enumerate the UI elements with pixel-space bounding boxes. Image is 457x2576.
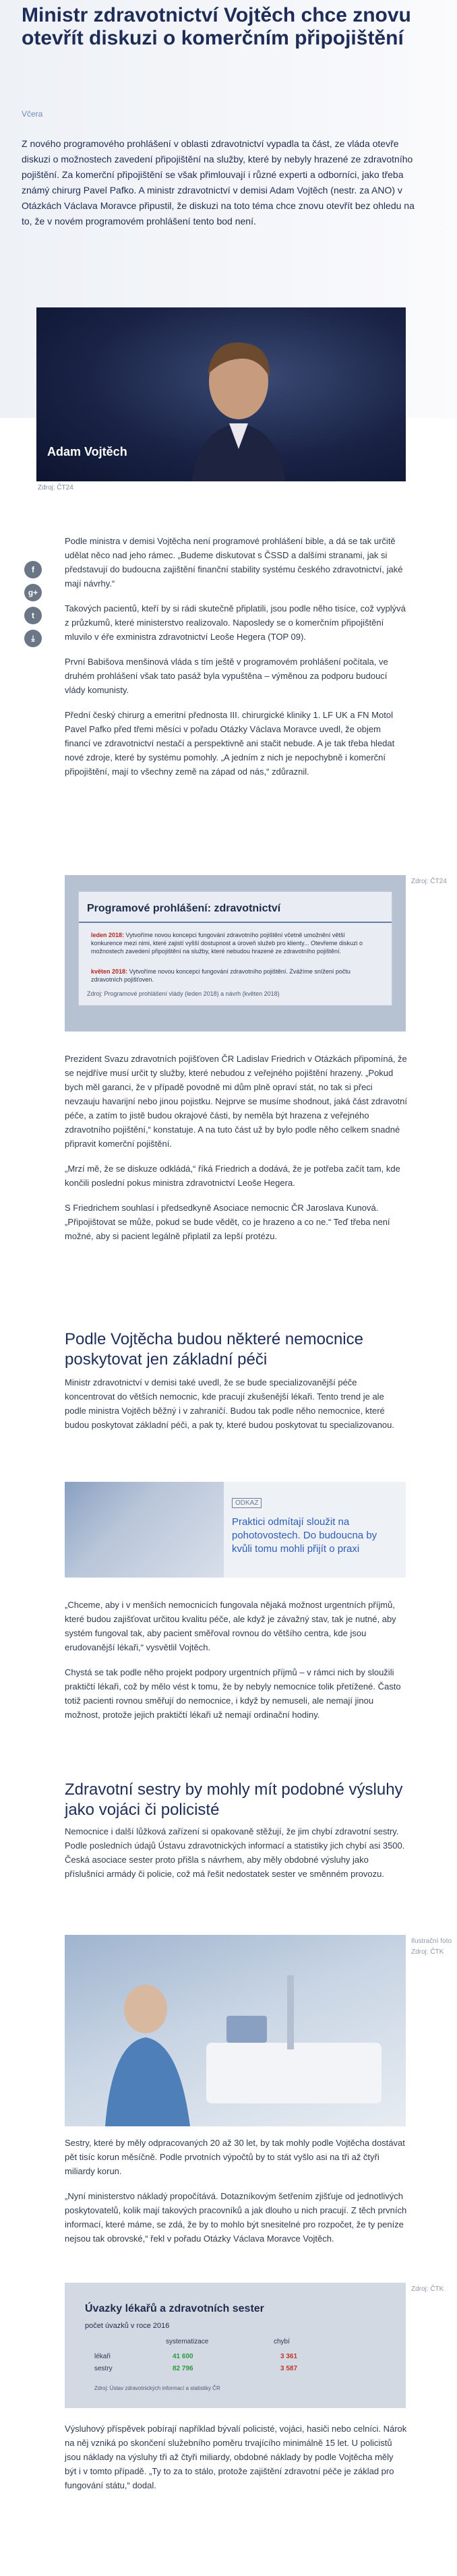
facebook-icon[interactable]: f	[24, 561, 42, 578]
section-1-body	[65, 1598, 407, 1733]
table-subtitle: počet úvazků v roce 2016	[85, 2322, 170, 2330]
table-cell-systemized: 82 796	[173, 2365, 193, 2372]
hero-image[interactable]	[36, 307, 406, 481]
paragraph: „Chceme, aby i v menších nemocnicích fungovala nějaká možnost urgentních příjmů, které budou zajišťovat určitou kvalitu péče, ale když je závažný stav, tak je nutné, aby systém fungoval tak, aby pacient směřoval rovnou do většího centra, kde jsou erudovanější lékaři,“ vysvětlil Vojtěch.	[65, 1600, 396, 1652]
table-footer: Zdroj: Ústav zdravotnických informací a statistiky ČR	[94, 2385, 220, 2391]
article-title: Ministr zdravotnictví Vojtěch chce znovu otevřít diskuzi o komerčním připojištění	[22, 4, 411, 49]
slide	[78, 891, 392, 1006]
table-cell-missing: 3 587	[280, 2365, 298, 2372]
slide-heading: Programové prohlášení: zdravotnictví	[87, 903, 281, 914]
table-header-missing: chybí	[274, 2338, 290, 2345]
table-caption: Zdroj: ČTK	[411, 2285, 444, 2293]
slide-line-1	[91, 931, 374, 955]
table-row-label: lékaři	[94, 2353, 111, 2360]
nurse-illustration	[65, 1935, 406, 2126]
related-article-link[interactable]: Praktici odmítají sloužit na pohotovostech. Do budoucna by kvůli tomu mohli přijít o praxi	[232, 1516, 377, 1555]
section-1-intro	[65, 1375, 407, 1443]
section-2-body	[65, 2136, 407, 2256]
section-2-intro	[65, 1824, 407, 1892]
paragraph: Nemocnice i další lůžková zařízení si opakovaně stěžují, že jim chybí zdravotní sestry. Podle posledních údajů Ústavu zdravotnických informací a statistiky jich chybí asi 3500. Česká asociace sester proto přišla s návrhem, aby měly obdobné výsluhy jako příslušníci armády či policie, což má řešit nedostatek sester ve směnném provozu.	[65, 1826, 405, 1879]
table-title: Úvazky lékařů a zdravotních sester	[85, 2303, 264, 2314]
paragraph: První Babišova menšinová vláda s tím ještě v programovém prohlášení počítala, ve druhém prohlášení však tato pasáž byla vypuštěna – výměnou za podporu budoucí vlády komunisty.	[65, 657, 388, 695]
google-plus-icon[interactable]: g+	[24, 584, 42, 601]
slide-line-1-label: leden 2018:	[91, 932, 125, 938]
article-date: Včera	[22, 109, 43, 119]
nurse-photo[interactable]	[65, 1935, 406, 2126]
paragraph: Přední český chirurg a emeritní přednosta III. chirurgické kliniky 1. LF UK a FN Motol Pavel Pafko před třemi měsíci v pořadu Otázky Václava Moravce uvedl, že objem financí ve zdravotnictví nestačí a perspektivně ani stačit nebude. A je tak třeba hledat nové zdroje, které by systému pomohly. „A jedním z nich je nepochybně i komerční připojištění, mají to všechny země na západ od nás,“ zdůraznil.	[65, 710, 395, 777]
paragraph: „Mrzí mě, že se diskuze odkládá,“ říká Friedrich a dodává, že je potřeba začít tam, kde končili poslední pokus ministra zdravotnictví Leoše Hegera.	[65, 1164, 400, 1188]
hero-caption: Zdroj: ČT24	[38, 484, 73, 491]
photo-source: Zdroj: ČTK	[411, 1948, 444, 1956]
table-row-label: sestry	[94, 2365, 113, 2372]
section-heading-1: Podle Vojtěcha budou některé nemocnice poskytovat jen základní péči	[65, 1330, 363, 1369]
paragraph: Výsluhový příspěvek pobírají například bývalí policisté, vojáci, hasiči nebo celníci. Nárok na něj vzniká po skončení služebního poměru trvajícího minimálně 15 let. U policistů jsou náklady na výsluhy tři až čtyři miliardy, obdobné náklady by podle Vojtěcha měly být i v tomto případě. „Ty to za to stálo, protože zajištění zdravotní péče je základ pro fungování státu,“ dodal.	[65, 2424, 407, 2490]
paragraph: „Nyní ministerstvo nákladý propočítává. Dotazníkovým šetřením zjišťuje od jednotlivých poskytovatelů, kolik mají takových pracovníků a jak dlouho u nich pracují. Z těch prvních informací, které máme, se zdá, že by to mohlo být snesitelné pro rozpočet, že ty peníze nejsou tak obrovské,“ řekl v pořadu Otázky Václava Moravce Vojtěch.	[65, 2191, 407, 2244]
table-cell-systemized: 41 600	[173, 2353, 193, 2360]
paragraph: Podle ministra v demisi Vojtěcha není programové prohlášení bible, a dá se tak určitě udělat něco nad jeho rámec. „Budeme diskutovat s ČSSD a dalšími stranami, jak si představují do budoucna zajištění finanční stability systému českého zdravotnictví, jaké mají návrhy.“	[65, 536, 403, 589]
body-block-1	[65, 534, 407, 789]
staff-table-image[interactable]	[65, 2283, 406, 2408]
hero-name: Adam Vojtěch	[47, 445, 127, 458]
section-heading-2: Zdravotní sestry by mohly mít podobné výsluhy jako vojáci či policisté	[65, 1780, 403, 1819]
slide-line-2-text: Vytvoříme novou koncepci fungování zdravotního pojištění. Zvážíme snížení počtu zdravotních pojišťoven.	[91, 968, 351, 983]
slide-line-2-label: květen 2018:	[91, 968, 128, 975]
paragraph: Sestry, které by měly odpracovaných 20 až 30 let, by tak mohly podle Vojtěcha dostávat pět tisíc korun měsíčně. Podle prvotních výpočtů by to stát vyšlo asi na tři až čtyři miliardy korun.	[65, 2138, 405, 2176]
table-header-systemized: systematizace	[166, 2338, 209, 2345]
body-block-2	[65, 1052, 407, 1254]
related-article-tag: ODKAZ	[232, 1498, 262, 1508]
program-slide-image[interactable]	[65, 875, 406, 1031]
slide-footer: Zdroj: Programové prohlášení vlády (leden 2018) a návrh (květen 2018)	[87, 990, 280, 997]
related-article-card[interactable]	[65, 1482, 406, 1578]
body-block-3	[65, 2422, 407, 2503]
table-cell-missing: 3 361	[280, 2353, 298, 2360]
paragraph: S Friedrichem souhlasí i předsedkyně Asociace nemocnic ČR Jaroslava Kunová. „Připojištovat se může, pokud se bude vědět, co je hrazeno a co ne.“ Teď třeba není možné, aby si pacient legálně připlatil za lepší protézu.	[65, 1203, 390, 1241]
twitter-icon[interactable]: t	[24, 607, 42, 624]
paragraph: Takových pacientů, kteří by si rádi skutečně připlatili, jsou podle něho tisíce, což vyplývá z průzkumů, které ministerstvo realizovalo. Naposledy se o komerčním připojištění mluvilo v éře exministra zdravotnictví Leoše Hegera (TOP 09).	[65, 603, 406, 642]
slide-caption: Zdroj: ČT24	[411, 878, 447, 885]
related-article-thumbnail	[65, 1482, 224, 1578]
slide-line-1-text: Vytvoříme novou koncepci fungování zdravotního pojištění včetně umožnění větší konkurence mezi nimi, které zajistí vyšší dostupnost a úroveň služeb pro klienty... Otevřeme diskuzi o možnostech zavedení připojištění na služby, které nebudou hrazené ze zdravotního pojištění.	[91, 932, 363, 955]
portrait-illustration	[178, 334, 299, 481]
photo-caption: Ilustrační foto	[411, 1938, 452, 1945]
article-perex: Z nového programového prohlášení v oblasti zdravotnictví vypadla ta část, ze vláda otevře diskuzi o možnostech zavedení připojištění na služby, které by nebyly hrazené ze zdravotního pojištění. Za komerční připojištění se však přimlouvají i různé experti a odborníci, jako třeba známý chirurg Pavel Pafko. A ministr zdravotnictví v demisi Adam Vojtěch (nestr. za ANO) v Otázkách Václava Moravce připustil, že diskuzi na toto téma chce znovu otevřít bez ohledu na to, že v novém programovém prohlášení tento bod není.	[22, 138, 415, 227]
slide-line-2	[91, 967, 374, 984]
paragraph: Prezident Svazu zdravotních pojišťoven ČR Ladislav Friedrich v Otázkách připomíná, že se nejdříve musí určit ty služby, které nebudou z veřejného pojištění hrazeny. „Pokud bych měl garanci, že v případě povodně mi dům plně opraví stát, no tak si přeci nevzauju havarijní nebo jinou pojistku. Nejprve se musíme shodnout, jaká část zdravotní péče, a zatím to jistě budou okrajové části, by neměla být hrazena z veřejného zdravotního pojištění,“ konstatuje. A na tuto část už by bylo podle něho celkem snadné připravit komerční pojištění.	[65, 1054, 408, 1149]
slide-divider	[79, 922, 392, 923]
paragraph: Ministr zdravotnictví v demisi také uvedl, že se bude specializovanější péče koncentrovat do větších nemocnic, kde pracují zkušenější lékaři. Tento trend je ale podle ministra Vojtěch běžný i v zahraničí. Budou tak podle něho nemocnice, které budou poskytovat základní péči, a pak ty, které budou poskytovat tu specializovanou.	[65, 1377, 395, 1430]
link-icon[interactable]: ⤓	[24, 630, 42, 647]
paragraph: Chystá se tak podle něho projekt podpory urgentních příjmů – v rámci nich by sloužili praktičtí lékaři, což by mělo vést k tomu, že by nebyly nemocnice tolik přetížené. Často totiž pacienti rovnou směřují do nemocnice, i když by nemuseli, ale nemají jinou možnost, protože jejich praktičtí lékaři už nemají ordinační hodiny.	[65, 1667, 401, 1720]
